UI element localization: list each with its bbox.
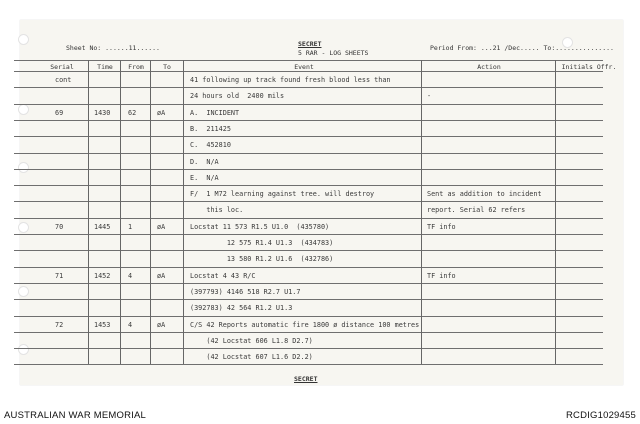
cell-serial: 70 (55, 223, 64, 231)
cell-to: øA (157, 109, 166, 117)
row-rule (14, 104, 603, 105)
punch-hole (18, 222, 29, 233)
cell-action: Sent as addition to incident (427, 190, 542, 198)
cell-from: 62 (128, 109, 137, 117)
sheet-number: Sheet No: ......11...... (66, 44, 160, 52)
col-initials: Initials Offr. (561, 63, 617, 71)
log-sheet-card (20, 20, 623, 385)
row-rule (14, 153, 603, 154)
footer-source: AUSTRALIAN WAR MEMORIAL (4, 410, 147, 421)
column-rule (120, 60, 121, 364)
punch-hole (18, 34, 29, 45)
cell-event: A. INCIDENT (190, 109, 240, 117)
cell-event: Locstat 4 43 R/C (190, 272, 256, 280)
row-rule (14, 364, 603, 365)
cell-serial: 71 (55, 272, 64, 280)
row-rule (14, 201, 603, 202)
cell-event: 41 following up track found fresh blood less than (190, 76, 391, 84)
footer-id: RCDIG1029455 (566, 410, 636, 421)
cell-event: (392783) 42 564 R1.2 U1.3 (190, 304, 293, 312)
cell-event: 12 575 R1.4 U1.3 (434783) (190, 239, 334, 247)
col-to: To (163, 63, 171, 71)
cell-time: 1445 (94, 223, 111, 231)
cell-time: 1452 (94, 272, 111, 280)
row-rule (14, 299, 603, 300)
punch-hole (18, 286, 29, 297)
cell-event: B. 211425 (190, 125, 231, 133)
cell-from: 1 (128, 223, 133, 231)
row-rule (14, 267, 603, 268)
cell-action: report. Serial 62 refers (427, 206, 526, 214)
cell-serial: 72 (55, 321, 64, 329)
classification-top: SECRET (298, 40, 322, 48)
cell-from: 4 (128, 321, 133, 329)
cell-action: - (427, 92, 432, 100)
col-event: Event (294, 63, 314, 71)
punch-hole (18, 162, 29, 173)
cell-event: F/ 1 M72 learning against tree. will destroy (190, 190, 375, 198)
column-rule (88, 60, 89, 364)
col-serial: Serial (50, 63, 74, 71)
row-rule (14, 87, 603, 88)
row-rule (14, 218, 603, 219)
row-rule (14, 234, 603, 235)
column-rule (183, 60, 184, 364)
cell-event: (42 Locstat 607 L1.6 D2.2) (190, 353, 313, 361)
column-rule (150, 60, 151, 364)
column-rule (555, 60, 556, 364)
punch-hole (18, 344, 29, 355)
cell-time: 1430 (94, 109, 111, 117)
cell-event: this loc. (190, 206, 244, 214)
col-action: Action (477, 63, 501, 71)
cell-event: Locstat 11 573 R1.5 U1.0 (435780) (190, 223, 330, 231)
punch-hole (18, 104, 29, 115)
cell-from: 4 (128, 272, 133, 280)
row-rule (14, 185, 603, 186)
cell-event: 13 580 R1.2 U1.6 (432786) (190, 255, 334, 263)
row-rule (14, 71, 603, 72)
cell-action: TF info (427, 272, 456, 280)
cell-event: (397793) 4146 518 R2.7 U1.7 (190, 288, 301, 296)
col-from: From (128, 63, 144, 71)
row-rule (14, 120, 603, 121)
col-time: Time (97, 63, 113, 71)
row-rule (14, 250, 603, 251)
cell-event: E. N/A (190, 174, 219, 182)
cell-serial: cont (55, 76, 72, 84)
cell-to: øA (157, 272, 166, 280)
row-rule (14, 283, 603, 284)
column-rule (421, 60, 422, 364)
cell-event: (42 Locstat 606 L1.8 D2.7) (190, 337, 313, 345)
unit-title: 5 RAR - LOG SHEETS (298, 49, 369, 57)
row-rule (14, 60, 603, 61)
row-rule (14, 316, 603, 317)
period-from: Period From: ...21 /Dec..... To:............... (430, 44, 614, 52)
cell-to: øA (157, 223, 166, 231)
row-rule (14, 348, 603, 349)
cell-event: D. N/A (190, 158, 219, 166)
cell-serial: 69 (55, 109, 64, 117)
cell-event: C. 452810 (190, 141, 231, 149)
row-rule (14, 169, 603, 170)
cell-event: C/S 42 Reports automatic fire 1800 ø distance 100 metres (190, 321, 420, 329)
cell-event: 24 hours old 2400 mils (190, 92, 285, 100)
classification-bottom: SECRET (294, 375, 318, 383)
row-rule (14, 332, 603, 333)
row-rule (14, 136, 603, 137)
cell-time: 1453 (94, 321, 111, 329)
cell-to: øA (157, 321, 166, 329)
cell-action: TF info (427, 223, 456, 231)
